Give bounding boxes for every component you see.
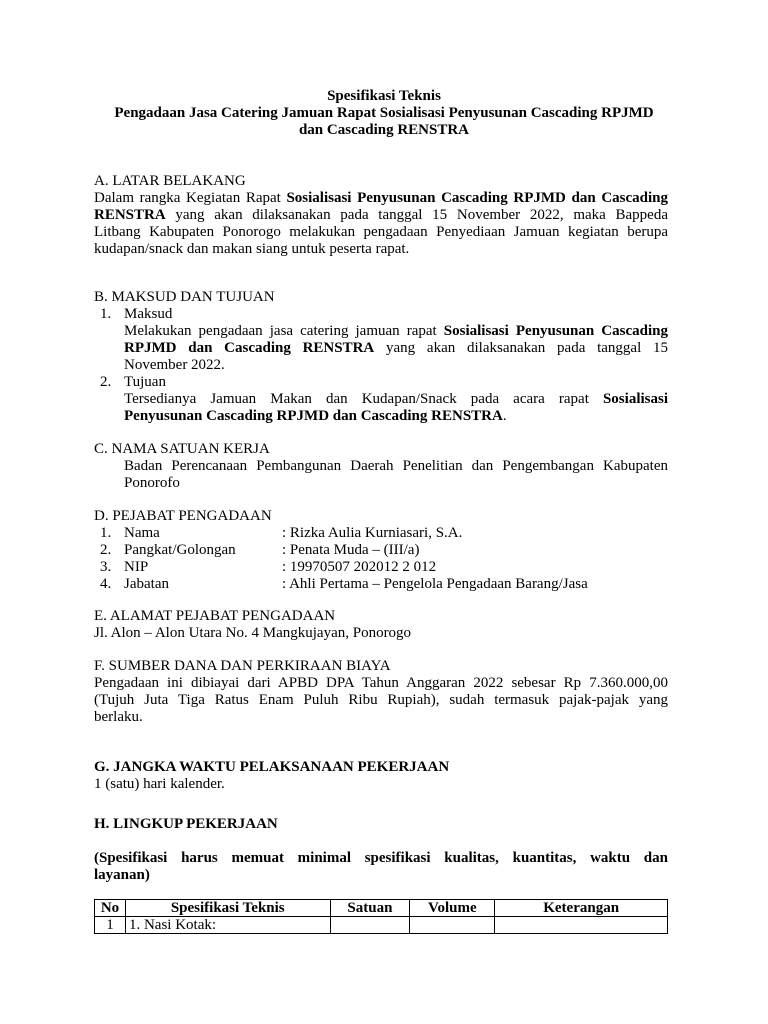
section-a-emphasis: RENSTRA xyxy=(94,207,166,223)
list-number: 2. xyxy=(100,374,112,390)
section-d-heading: D. PEJABAT PENGADAAN xyxy=(94,508,272,524)
table-cell-satuan xyxy=(330,917,410,934)
section-b-heading: B. MAKSUD DAN TUJUAN xyxy=(94,289,275,305)
section-g-heading: G. JANGKA WAKTU PELAKSANAAN PEKERJAAN xyxy=(94,759,450,775)
section-e-heading: E. ALAMAT PEJABAT PENGADAAN xyxy=(94,608,336,624)
section-a-text: kudapan/snack dan makan siang untuk peserta rapat. xyxy=(94,241,410,257)
list-number: 3. xyxy=(100,559,112,575)
section-f-text: Pengadaan ini dibiayai dari APBD DPA Tahun Anggaran 2022 sebesar Rp 7.360.000,00 xyxy=(94,675,668,691)
section-c-text: Badan Perencanaan Pembangunan Daerah Penelitian dan Pengembangan Kabupaten xyxy=(124,458,668,474)
tujuan-emphasis: Penyusunan Cascading RPJMD dan Cascading RENSTRA xyxy=(124,408,503,424)
doc-subtitle-line2: dan Cascading RENSTRA xyxy=(298,122,470,138)
field-label-pangkat: Pangkat/Golongan xyxy=(124,542,236,558)
maksud-label: Maksud xyxy=(124,306,173,322)
field-label-jabatan: Jabatan xyxy=(124,576,169,592)
section-a-text: yang akan dilaksanakan pada tanggal 15 November 2022, maka Bappeda xyxy=(165,207,668,223)
section-h-heading: H. LINGKUP PEKERJAAN xyxy=(94,816,278,832)
table-cell-volume xyxy=(410,917,495,934)
doc-subtitle-line1: Pengadaan Jasa Catering Jamuan Rapat Sosialisasi Penyusunan Cascading RPJMD xyxy=(114,105,654,121)
section-f-text: berlaku. xyxy=(94,709,143,725)
section-c-body xyxy=(124,458,668,492)
section-h-note-text: layanan) xyxy=(94,867,150,883)
spec-table xyxy=(94,899,668,934)
maksud-emphasis: RPJMD dan Cascading RENSTRA xyxy=(124,340,375,356)
section-f-text: (Tujuh Juta Tiga Ratus Enam Puluh Ribu Rupiah), sudah termasuk pajak-pajak yang xyxy=(94,692,668,708)
list-number: 1. xyxy=(100,306,112,322)
field-value-pangkat: : Penata Muda – (III/a) xyxy=(282,542,420,558)
tujuan-emphasis: Sosialisasi xyxy=(602,391,668,407)
table-cell-no: 1 xyxy=(95,917,126,934)
doc-title: Spesifikasi Teknis xyxy=(327,88,441,104)
field-value-jabatan: : Ahli Pertama – Pengelola Pengadaan Barang/Jasa xyxy=(282,576,588,592)
field-value-nip: : 19970507 202012 2 012 xyxy=(282,559,437,575)
maksud-text: yang akan dilaksanakan pada tanggal 15 xyxy=(374,340,668,356)
list-number: 1. xyxy=(100,525,112,541)
tujuan-label: Tujuan xyxy=(124,374,166,390)
table-row xyxy=(95,917,668,934)
section-c-text: Ponorofo xyxy=(124,475,180,491)
section-a-emphasis: Sosialisasi Penyusunan Cascading RPJMD dan Cascading xyxy=(286,190,668,206)
column-header-no: No xyxy=(95,900,126,917)
section-a-body xyxy=(94,190,668,258)
table-cell-keterangan xyxy=(495,917,668,934)
list-number: 4. xyxy=(100,576,112,592)
section-a-text: Litbang Kabupaten Ponorogo melakukan pengadaan Penyediaan Jamuan kegiatan berupa xyxy=(94,224,668,240)
tujuan-text: Tersedianya Jamuan Makan dan Kudapan/Snack pada acara rapat xyxy=(124,391,603,407)
section-e-text: Jl. Alon – Alon Utara No. 4 Mangkujayan, Ponorogo xyxy=(94,625,412,641)
table-header-row xyxy=(95,900,668,917)
list-number: 2. xyxy=(100,542,112,558)
column-header-satuan: Satuan xyxy=(330,900,410,917)
table-cell-spesifikasi: 1. Nasi Kotak: xyxy=(125,917,330,934)
section-a-heading: A. LATAR BELAKANG xyxy=(94,173,246,189)
field-label-nip: NIP xyxy=(124,559,149,575)
field-value-nama: : Rizka Aulia Kurniasari, S.A. xyxy=(282,525,463,541)
section-h-note-text: (Spesifikasi harus memuat minimal spesifikasi kualitas, kuantitas, waktu dan xyxy=(94,850,668,866)
section-c-heading: C. NAMA SATUAN KERJA xyxy=(94,441,270,457)
section-h-note xyxy=(94,850,668,884)
maksud-text: Melakukan pengadaan jasa catering jamuan rapat xyxy=(124,323,444,339)
maksud-emphasis: Sosialisasi Penyusunan Cascading xyxy=(443,323,668,339)
maksud-text: November 2022. xyxy=(124,357,225,373)
maksud-body xyxy=(124,323,668,374)
section-f-heading: F. SUMBER DANA DAN PERKIRAAN BIAYA xyxy=(94,658,391,674)
section-a-text: Dalam rangka Kegiatan Rapat xyxy=(94,190,287,206)
section-g-text: 1 (satu) hari kalender. xyxy=(94,776,225,792)
field-label-nama: Nama xyxy=(124,525,160,541)
tujuan-text: . xyxy=(502,408,507,424)
section-f-body xyxy=(94,675,668,726)
tujuan-body xyxy=(124,391,668,425)
column-header-spesifikasi: Spesifikasi Teknis xyxy=(125,900,330,917)
column-header-keterangan: Keterangan xyxy=(495,900,668,917)
column-header-volume: Volume xyxy=(410,900,495,917)
